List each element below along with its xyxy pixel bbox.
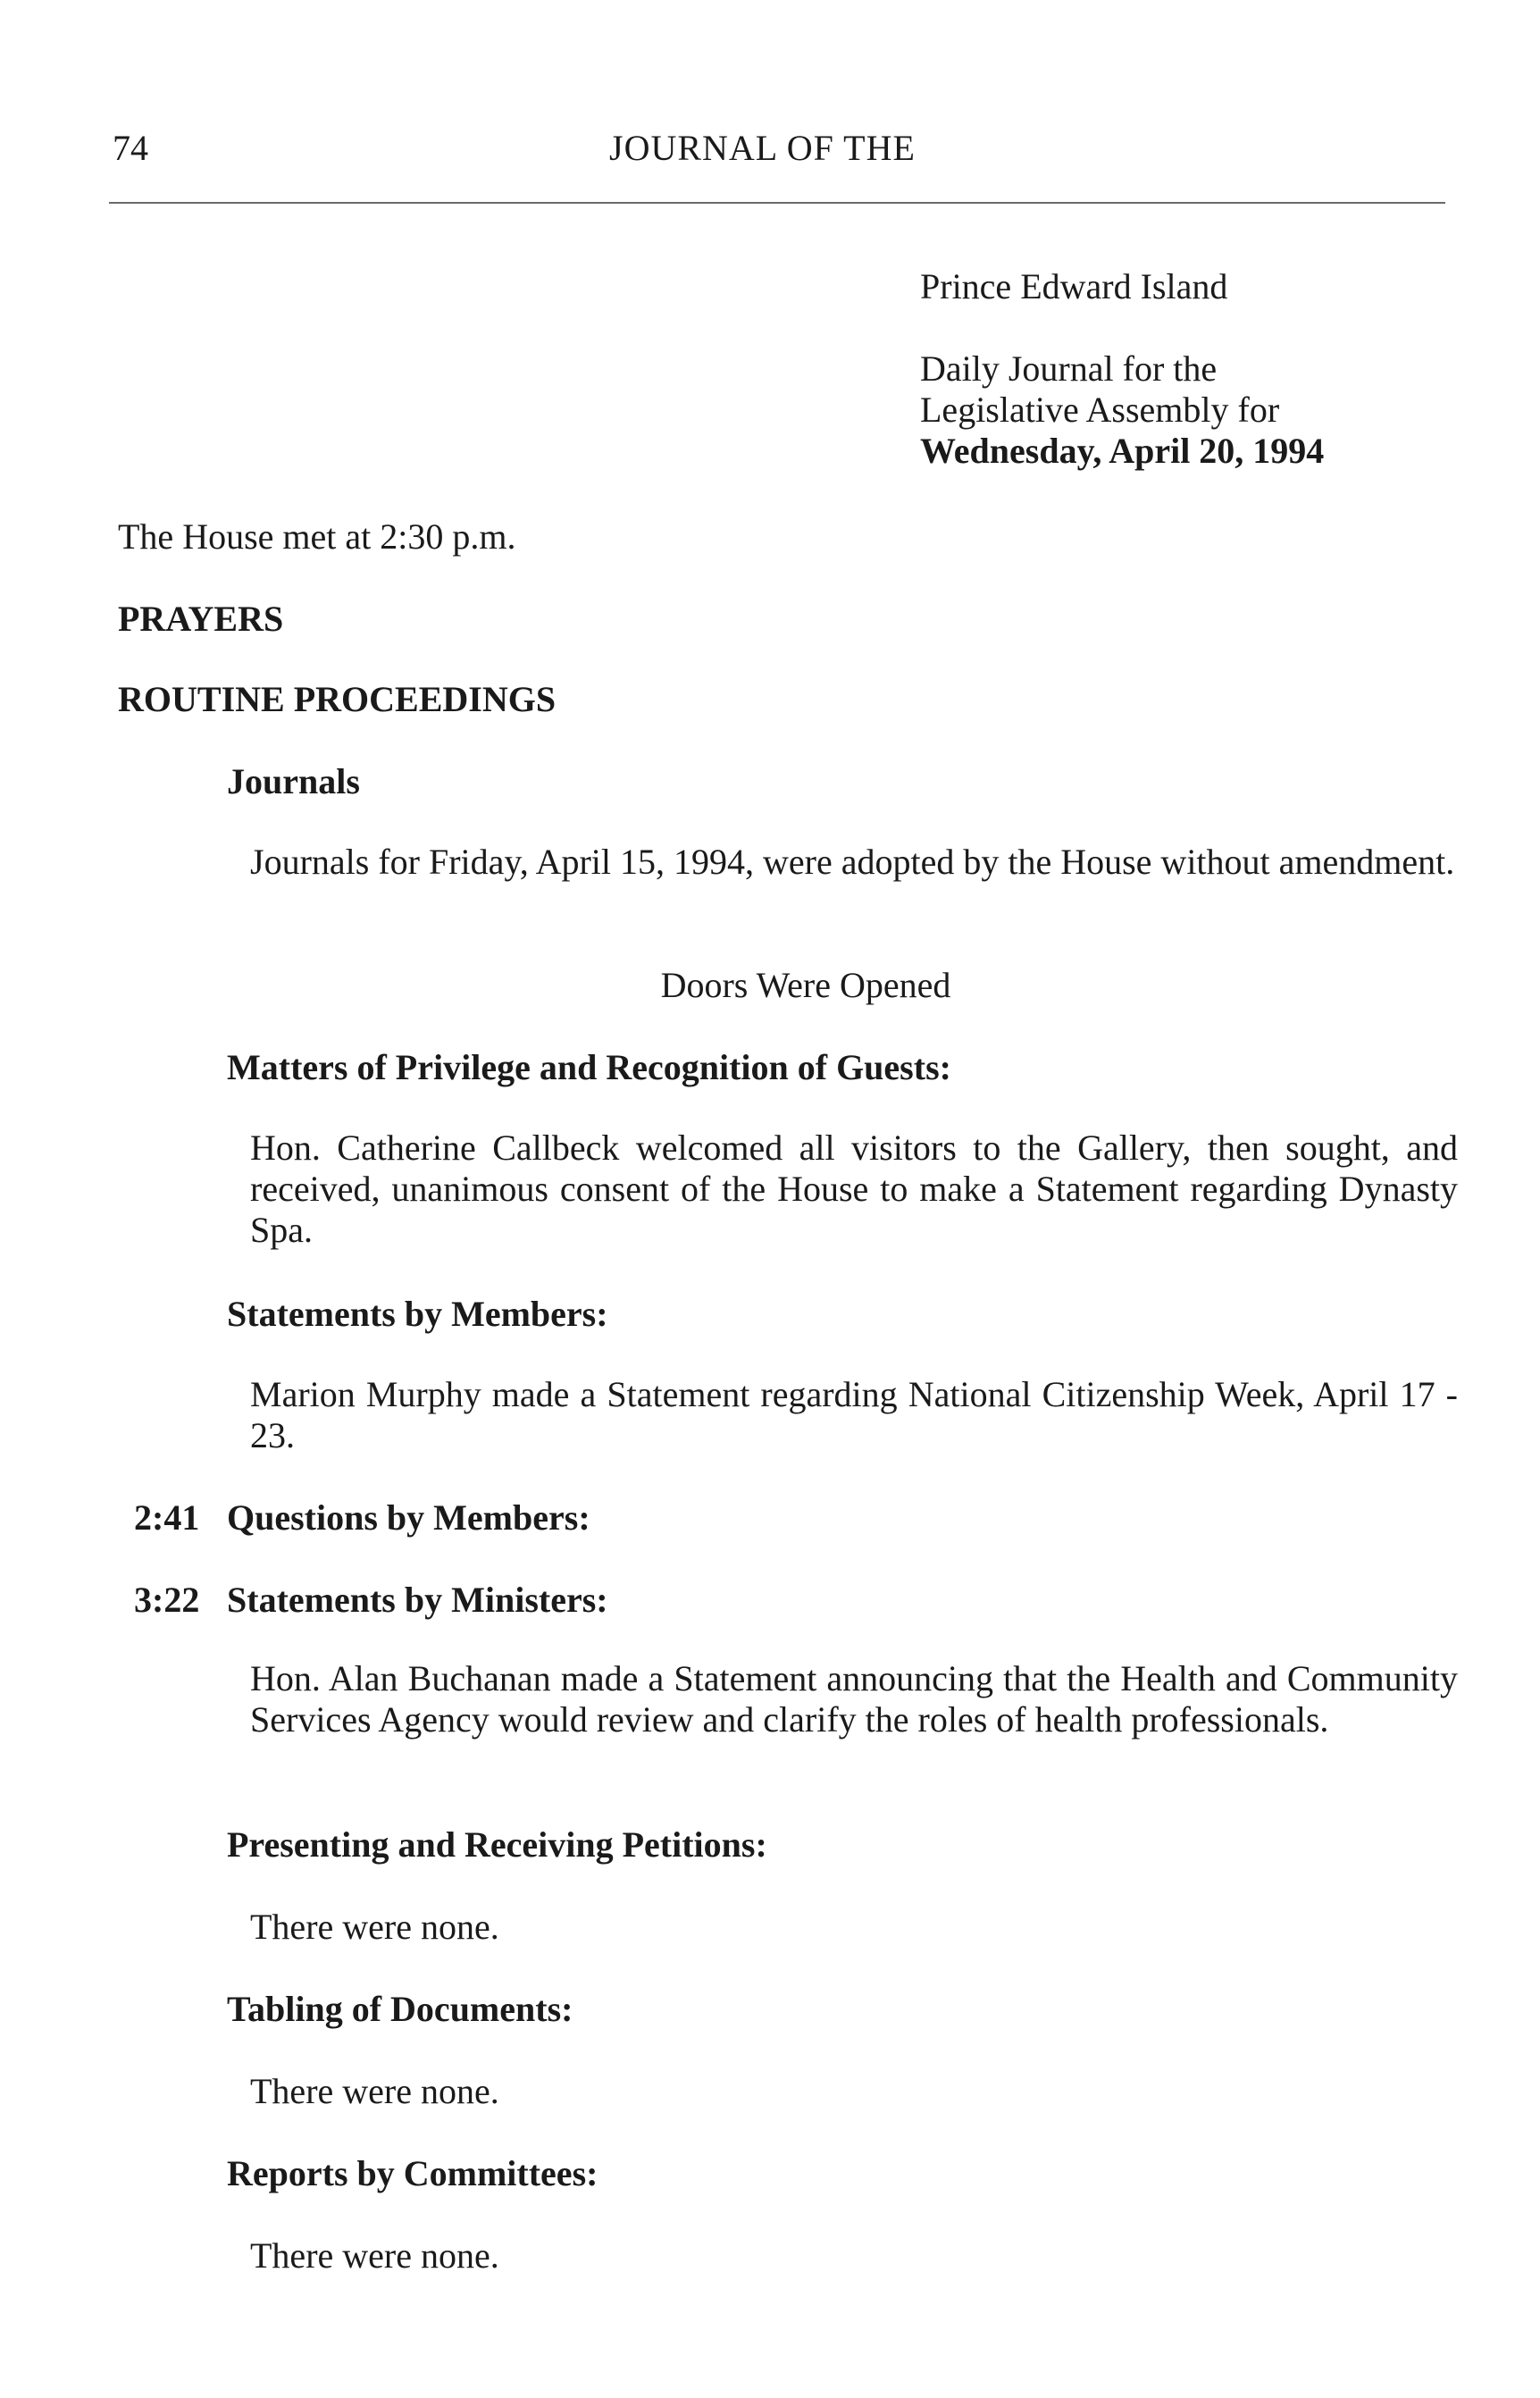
statements-members-paragraph: Marion Murphy made a Statement regarding National Citizenship Week, April 17 - 23. — [250, 1374, 1458, 1455]
privilege-heading: Matters of Privilege and Recognition of Guests: — [227, 1047, 951, 1087]
statements-ministers-heading: Statements by Ministers: — [227, 1580, 608, 1620]
questions-heading: Questions by Members: — [227, 1497, 590, 1538]
page-number: 74 — [113, 128, 148, 168]
reports-heading: Reports by Committees: — [227, 2153, 598, 2193]
reports-text: There were none. — [250, 2235, 499, 2276]
running-title: JOURNAL OF THE — [609, 128, 916, 168]
privilege-paragraph: Hon. Catherine Callbeck welcomed all visitors to the Gallery, then sought, and received, unanimous consent of the House to make a Statement regarding Dynasty Spa. — [250, 1128, 1458, 1250]
header-rule — [109, 202, 1445, 204]
house-met-line: The House met at 2:30 p.m. — [118, 516, 516, 557]
time-3-22: 3:22 — [134, 1580, 200, 1620]
tabling-heading: Tabling of Documents: — [227, 1989, 573, 2029]
petitions-heading: Presenting and Receiving Petitions: — [227, 1824, 767, 1865]
masthead-date: Wednesday, April 20, 1994 — [920, 431, 1325, 471]
doors-opened-line: Doors Were Opened — [660, 965, 951, 1005]
tabling-text: There were none. — [250, 2071, 499, 2111]
routine-proceedings-heading: ROUTINE PROCEEDINGS — [118, 679, 557, 719]
masthead-place: Prince Edward Island — [920, 266, 1228, 306]
petitions-text: There were none. — [250, 1907, 499, 1947]
statements-members-heading: Statements by Members: — [227, 1294, 608, 1334]
prayers-heading: PRAYERS — [118, 599, 284, 639]
statements-ministers-paragraph: Hon. Alan Buchanan made a Statement announcing that the Health and Community Services Agency would review and clarify the roles of health professionals. — [250, 1658, 1458, 1740]
journals-paragraph: Journals for Friday, April 15, 1994, were adopted by the House without amendment. — [250, 842, 1455, 882]
masthead-line-1: Daily Journal for the — [920, 348, 1218, 389]
masthead-line-2: Legislative Assembly for — [920, 390, 1280, 430]
masthead — [920, 266, 1324, 472]
time-2-41: 2:41 — [134, 1497, 200, 1538]
journals-heading: Journals — [227, 761, 360, 801]
